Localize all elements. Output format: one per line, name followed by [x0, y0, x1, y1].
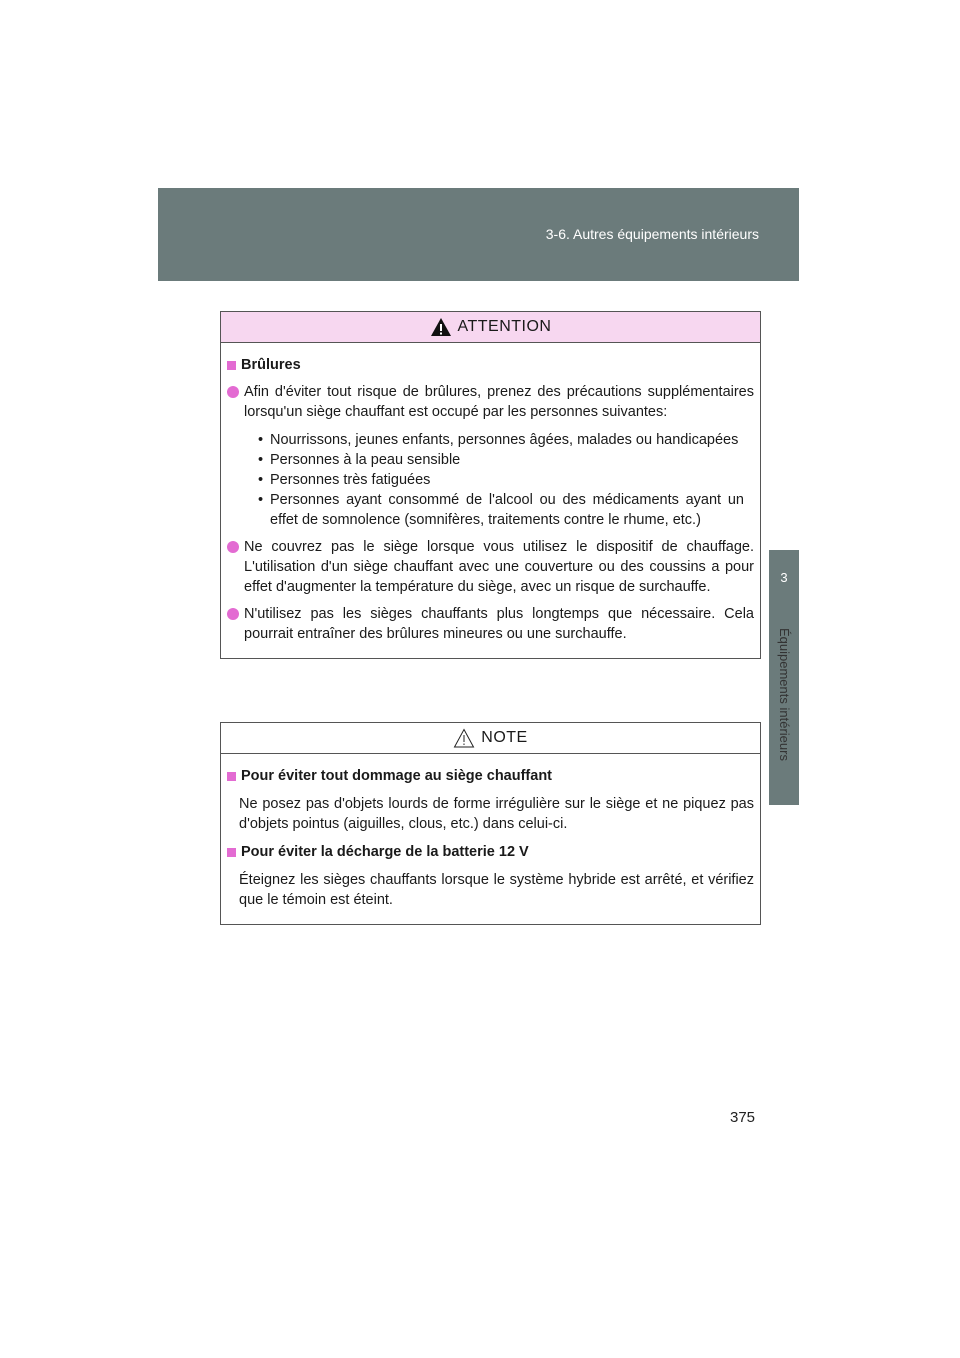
- square-bullet-icon: [227, 772, 236, 781]
- header-band: [158, 188, 799, 281]
- chapter-number: 3: [780, 570, 788, 585]
- page-number: 375: [730, 1109, 756, 1126]
- section-title: 3-6. Autres équipements intérieurs: [545, 226, 759, 242]
- note-section-text: Ne posez pas d'objets lourds de forme irrégulière sur le siège et ne piquez pas d'objets pointus (aiguilles, clous, etc.) dans celui-ci.: [239, 796, 754, 832]
- note-section-title: Pour éviter la décharge de la batterie 12 V: [227, 842, 754, 862]
- attention-bullet: [227, 604, 754, 644]
- sub-item-text: Personnes ayant consommé de l'alcool ou des médicaments ayant un effet de somnolence (somnifères, traitements contre le rhume, etc.): [270, 492, 744, 528]
- round-bullet-icon: [227, 608, 239, 620]
- attention-bullet: [227, 537, 754, 597]
- attention-header: [221, 312, 760, 343]
- round-bullet-icon: [227, 386, 239, 398]
- chapter-label: Équipements intérieurs: [777, 628, 792, 761]
- middle-dot-icon: •: [258, 452, 264, 468]
- note-section-title: Pour éviter tout dommage au siège chauffant: [227, 766, 754, 786]
- attention-body: [221, 343, 760, 658]
- attention-section-title: Brûlures: [227, 355, 754, 375]
- round-bullet-icon: [227, 541, 239, 553]
- note-section-text: Éteignez les sièges chauffants lorsque le système hybride est arrêté, et vérifiez que le témoin est éteint.: [239, 872, 754, 908]
- square-bullet-icon: [227, 361, 236, 370]
- caution-outline-triangle-icon: [453, 728, 475, 748]
- sub-item-text: Personnes à la peau sensible: [270, 452, 461, 468]
- note-section: [227, 842, 754, 910]
- attention-box: [220, 311, 761, 659]
- middle-dot-icon: •: [258, 492, 264, 508]
- warning-filled-triangle-icon: [430, 317, 452, 337]
- note-header: [221, 723, 760, 754]
- attention-bullet: [227, 382, 754, 422]
- middle-dot-icon: •: [258, 472, 264, 488]
- bullet-text: Afin d'éviter tout risque de brûlures, prenez des précautions supplémentaires lorsqu'un siège chauffant est occupé par les personnes suivantes:: [244, 384, 754, 420]
- attention-bullet-list: [227, 382, 754, 644]
- middle-dot-icon: •: [258, 432, 264, 448]
- bullet-text: N'utilisez pas les sièges chauffants plus longtemps que nécessaire. Cela pourrait entraîner des brûlures mineures ou une surchauffe.: [244, 606, 754, 642]
- sub-list-item: [227, 430, 754, 450]
- note-box: [220, 722, 761, 925]
- sub-list-item: [227, 450, 754, 470]
- square-bullet-icon: [227, 848, 236, 857]
- note-label: NOTE: [481, 729, 528, 746]
- note-section: [227, 766, 754, 834]
- note-body: [221, 754, 760, 924]
- sub-list-item: [227, 490, 754, 530]
- sub-list-item: [227, 470, 754, 490]
- bullet-text: Ne couvrez pas le siège lorsque vous utilisez le dispositif de chauffage. L'utilisation d'un siège chauffant avec une couverture ou des coussins a pour effet d'augmenter la température du siège, avec un risque de surchauffe.: [244, 539, 754, 595]
- sub-item-text: Nourrissons, jeunes enfants, personnes âgées, malades ou handicapées: [270, 432, 739, 448]
- attention-label: ATTENTION: [457, 318, 552, 335]
- sub-item-text: Personnes très fatiguées: [270, 472, 431, 488]
- sub-list: [227, 430, 754, 530]
